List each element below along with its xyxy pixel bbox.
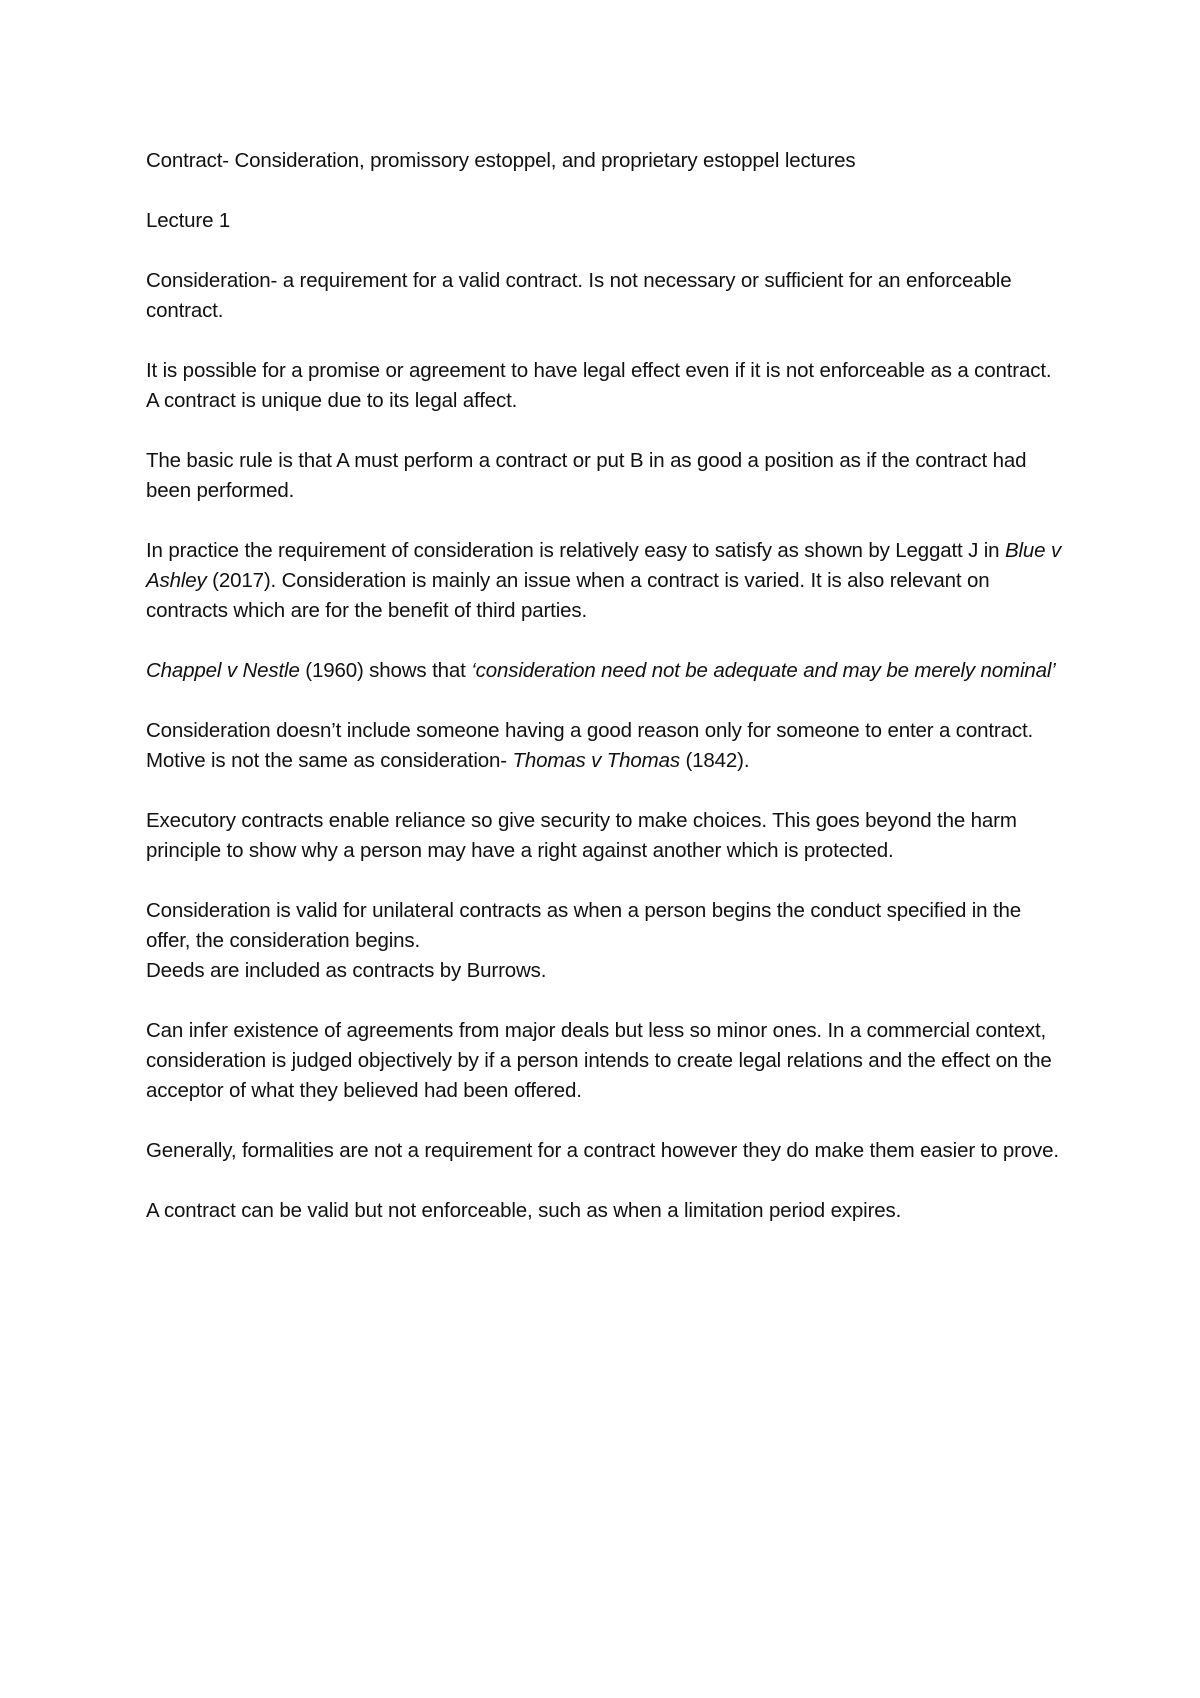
case-citation-blue-v-ashley: Blue v Ashley — [146, 539, 1062, 592]
paragraph-executory: Executory contracts enable reliance so give security to make choices. This goes beyond the harm principle to show why a person may have a right against another which is protected. — [146, 809, 1017, 862]
paragraph-limitation: A contract can be valid but not enforceable, such as when a limitation period expires. — [146, 1199, 902, 1222]
paragraph-chappel — [146, 656, 1066, 686]
document-title: Contract- Consideration, promissory estoppel, and proprietary estoppel lectures — [146, 149, 856, 172]
paragraph-infer: Can infer existence of agreements from major deals but less so minor ones. In a commercial context, consideration is judged objectively by if a person intends to create legal relations and the effect on the acceptor of what they believed had been offered. — [146, 1019, 1052, 1102]
case-citation-chappel-v-nestle: Chappel v Nestle — [146, 659, 300, 682]
paragraph-consideration-definition: Consideration- a requirement for a valid contract. Is not necessary or sufficient for an enforceable contract. — [146, 269, 1012, 322]
document-body — [146, 146, 1066, 1256]
chappel-text: (1960) shows that — [299, 659, 472, 682]
chappel-quote: ‘consideration need not be adequate and may be merely nominal’ — [471, 659, 1056, 682]
motive-text-2: (1842). — [679, 749, 750, 772]
lecture-heading: Lecture 1 — [146, 209, 231, 232]
motive-text-1: Consideration doesn’t include someone having a good reason only for someone to enter a contract. Motive is not the same as consideration- — [146, 719, 1034, 772]
paragraph-deeds: Deeds are included as contracts by Burrows. — [146, 959, 547, 982]
paragraph-formalities: Generally, formalities are not a requirement for a contract however they do make them easier to prove. — [146, 1139, 1059, 1162]
paragraph-practice — [146, 536, 1066, 626]
practice-text-1: In practice the requirement of consideration is relatively easy to satisfy as shown by Leggatt J in — [146, 539, 1005, 562]
paragraph-legal-effect: It is possible for a promise or agreement to have legal effect even if it is not enforceable as a contract. A contract is unique due to its legal affect. — [146, 359, 1052, 412]
paragraph-basic-rule: The basic rule is that A must perform a contract or put B in as good a position as if the contract had been performed. — [146, 449, 1027, 502]
paragraph-unilateral: Consideration is valid for unilateral contracts as when a person begins the conduct specified in the offer, the consideration begins. — [146, 899, 1021, 952]
case-citation-thomas-v-thomas: Thomas v Thomas — [512, 749, 680, 772]
paragraph-motive — [146, 716, 1066, 776]
practice-text-2: (2017). Consideration is mainly an issue when a contract is varied. It is also relevant on contracts which are for the benefit of third parties. — [146, 569, 990, 622]
